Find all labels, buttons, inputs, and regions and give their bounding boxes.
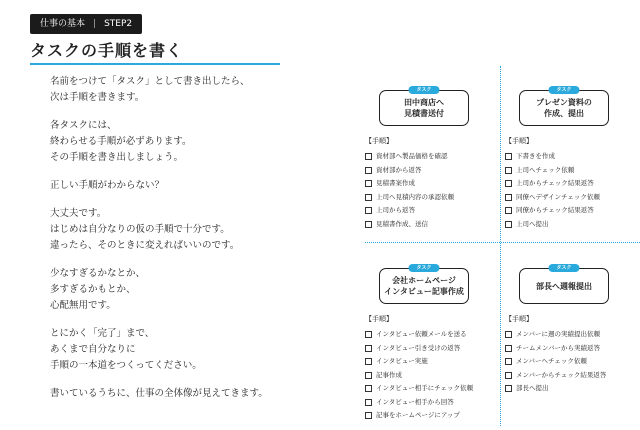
checkbox-icon xyxy=(365,412,372,419)
step-item xyxy=(505,369,635,383)
body-line: とにかく「完了」まで、 xyxy=(50,328,155,339)
task-tag-badge: タスク xyxy=(408,264,439,272)
step-item xyxy=(365,150,495,164)
body-line: 違ったら、そのときに変えればいいのです。 xyxy=(50,240,240,251)
body-paragraph xyxy=(50,178,300,194)
step-text: インタビュー相手にチェック依頼 xyxy=(376,384,474,392)
checkbox-icon xyxy=(365,345,372,352)
body-line: 多すぎるかもとか、 xyxy=(50,284,136,295)
step-label: STEP2 xyxy=(104,19,133,29)
step-item xyxy=(365,177,495,191)
step-text: インタビュー実施 xyxy=(376,357,428,365)
step-item xyxy=(365,369,495,383)
task-title-box xyxy=(519,87,609,126)
body-paragraph xyxy=(50,266,300,314)
checkbox-icon xyxy=(505,331,512,338)
step-text: 同僚からチェック結果返答 xyxy=(516,206,594,214)
checkbox-icon xyxy=(365,385,372,392)
body-text xyxy=(50,74,300,414)
step-text: インタビュー引き受けの返答 xyxy=(376,343,461,352)
checkbox-icon xyxy=(505,385,512,392)
checkbox-icon xyxy=(365,167,372,174)
steps-list xyxy=(365,150,495,231)
task-title-box xyxy=(519,265,609,304)
steps-heading: 【手順】 xyxy=(505,137,533,145)
body-paragraph xyxy=(50,206,300,254)
task-title-box xyxy=(379,265,469,304)
task-title-box xyxy=(379,87,469,126)
checkbox-icon xyxy=(365,331,372,338)
step-text: メンバーへチェック依頼 xyxy=(516,357,587,365)
step-text: 部長へ提出 xyxy=(516,384,549,392)
step-text: 上司から返答 xyxy=(376,206,415,214)
step-text: 上司からチェック結果返答 xyxy=(516,179,594,187)
step-item xyxy=(365,342,495,356)
tag-separator: | xyxy=(93,19,97,29)
step-item xyxy=(365,382,495,396)
task-title xyxy=(536,281,592,292)
step-item xyxy=(365,218,495,232)
checkbox-icon xyxy=(505,358,512,365)
task-title-line: 部長へ週報提出 xyxy=(536,281,592,291)
checkbox-icon xyxy=(365,180,372,187)
body-line: はじめは自分なりの仮の手順で十分です。 xyxy=(50,224,230,235)
step-text: インタビュー相手から回答 xyxy=(376,397,454,406)
body-line: 各タスクには、 xyxy=(50,120,117,131)
step-item xyxy=(365,204,495,218)
step-item xyxy=(505,204,635,218)
task-title xyxy=(404,97,444,119)
steps-heading: 【手順】 xyxy=(365,137,393,145)
body-line: その手順を書き出しましょう。 xyxy=(50,152,184,163)
title-underline xyxy=(30,63,280,65)
task-tag-badge: タスク xyxy=(548,86,579,94)
task-card-presentation xyxy=(505,87,635,231)
step-text: 上司へ見積内容の承認依頼 xyxy=(376,192,454,201)
steps-list xyxy=(365,328,495,423)
body-line: 次は手順を書きます。 xyxy=(50,92,145,103)
step-item xyxy=(505,342,635,356)
step-item xyxy=(505,218,635,232)
steps-list xyxy=(505,150,635,231)
step-item xyxy=(365,164,495,178)
step-text: 見積書作成、送信 xyxy=(376,219,428,228)
checkbox-icon xyxy=(505,180,512,187)
step-item xyxy=(505,382,635,396)
step-text: 記事作成 xyxy=(376,370,402,379)
body-line: 少なすぎるかなとか、 xyxy=(50,268,146,279)
step-text: 上司へチェック依頼 xyxy=(516,165,575,174)
step-text: 下書きを作成 xyxy=(516,152,555,160)
step-text: 資材部へ製品価格を確認 xyxy=(376,152,448,160)
step-text: インタビュー依頼メールを送る xyxy=(376,330,467,338)
horizontal-divider xyxy=(365,242,640,243)
step-text: チームメンバーから実績返答 xyxy=(516,343,601,352)
task-title-line: インタビュー記事作成 xyxy=(384,287,464,296)
step-item xyxy=(365,191,495,205)
task-title-line: 会社ホームページ xyxy=(392,276,456,285)
step-text: メンバーに週の実績提出依頼 xyxy=(516,330,601,338)
step-item xyxy=(505,177,635,191)
step-text: 見積書案作成 xyxy=(376,179,415,187)
body-line: あくまで自分なりに xyxy=(50,344,136,355)
section-label: 仕事の基本 xyxy=(40,19,86,29)
section-tag xyxy=(30,14,142,34)
task-tag-badge: タスク xyxy=(548,264,579,272)
body-line: 心配無用です。 xyxy=(50,300,116,311)
step-text: 同僚へデザインチェック依頼 xyxy=(516,192,600,201)
task-title xyxy=(384,275,464,297)
body-paragraph xyxy=(50,74,300,106)
checkbox-icon xyxy=(505,167,512,174)
checkbox-icon xyxy=(505,207,512,214)
checkbox-icon xyxy=(505,221,512,228)
steps-heading: 【手順】 xyxy=(505,315,533,323)
body-line: 名前をつけて「タスク」として書き出したら、 xyxy=(50,76,250,87)
steps-heading: 【手順】 xyxy=(365,315,393,323)
checkbox-icon xyxy=(505,345,512,352)
step-item xyxy=(365,355,495,369)
checkbox-icon xyxy=(365,207,372,214)
steps-list xyxy=(505,328,635,396)
task-title xyxy=(536,97,592,119)
step-item xyxy=(505,164,635,178)
checkbox-icon xyxy=(365,358,372,365)
checkbox-icon xyxy=(505,372,512,379)
step-text: 上司へ提出 xyxy=(516,219,549,228)
step-item xyxy=(505,191,635,205)
page-title: タスクの手順を書く xyxy=(30,41,184,60)
body-paragraph xyxy=(50,326,300,374)
checkbox-icon xyxy=(365,372,372,379)
step-item xyxy=(365,328,495,342)
checkbox-icon xyxy=(365,153,372,160)
step-item xyxy=(365,409,495,423)
body-line: 終わらせる手順が必ずあります。 xyxy=(50,136,192,147)
vertical-divider xyxy=(500,66,501,426)
step-text: メンバーからチェック結果返答 xyxy=(516,370,607,379)
task-tag-badge: タスク xyxy=(408,86,439,94)
body-line: 正しい手順がわからない？ xyxy=(50,180,165,191)
task-title-line: プレゼン資料の xyxy=(536,98,592,107)
step-text: 資材部から返答 xyxy=(376,165,422,174)
checkbox-icon xyxy=(505,153,512,160)
step-text: 記事をホームページにアップ xyxy=(376,411,460,419)
body-line: 書いているうちに、仕事の全体像が見えてきます。 xyxy=(50,388,268,399)
task-title-line: 田中商店へ xyxy=(404,98,444,107)
step-item xyxy=(505,355,635,369)
body-paragraph xyxy=(50,118,300,166)
checkbox-icon xyxy=(505,194,512,201)
task-title-line: 見積書送付 xyxy=(404,109,444,118)
body-line: 大丈夫です。 xyxy=(50,208,107,219)
body-paragraph xyxy=(50,386,300,402)
body-line: 手順の一本道をつくってください。 xyxy=(50,360,202,371)
task-card-website-interview xyxy=(365,265,495,423)
checkbox-icon xyxy=(365,221,372,228)
task-title-line: 作成、提出 xyxy=(544,109,584,118)
step-item xyxy=(365,396,495,410)
step-item xyxy=(505,328,635,342)
checkbox-icon xyxy=(365,194,372,201)
step-item xyxy=(505,150,635,164)
task-card-weekly-report xyxy=(505,265,635,396)
task-card-tanaka-estimate xyxy=(365,87,495,231)
checkbox-icon xyxy=(365,399,372,406)
